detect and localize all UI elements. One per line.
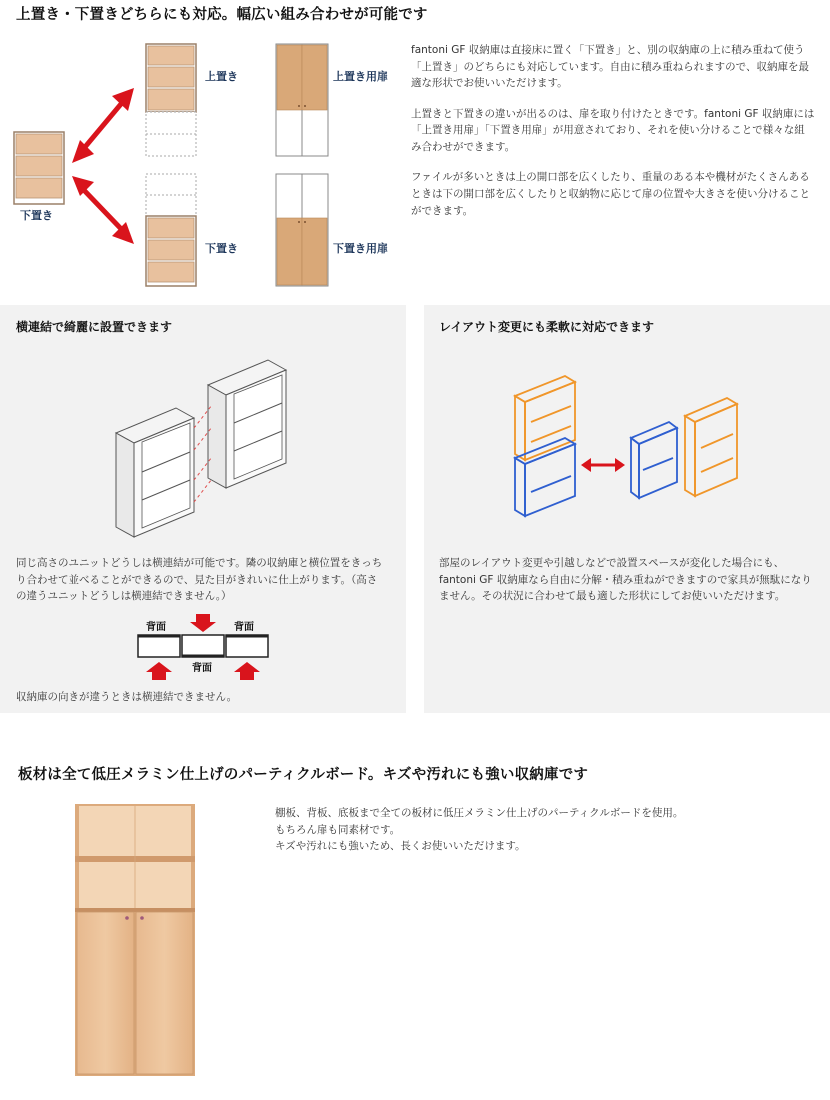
layout-change-illustration <box>509 370 749 520</box>
back-label-right: 背面 <box>234 622 254 633</box>
section1-description <box>411 42 815 219</box>
label-shita-oki-door: 下置き用扉 <box>333 242 388 255</box>
back-label-middle: 背面 <box>192 663 212 674</box>
panel-right-text: 部屋のレイアウト変更や引越しなどで設置スペースが変化した場合にも、fantoni GF 収納庫なら自由に分解・積み重ねができますので家具が無駄になりません。その状況に合わせて最も適した形状にしてお使いいただけます。 <box>439 557 812 603</box>
section3-line-1: 棚板、背板、底板まで全ての板材に低圧メラミン仕上げのパーティクルボードを使用。 <box>275 807 684 819</box>
label-ue-oki-door: 上置き用扉 <box>333 70 388 83</box>
panel-left-text: 同じ高さのユニットどうしは横連結が可能です。隣の収納庫と横位置をきっちり合わせて並べることができるので、見た目がきれいに仕上がります。（高さの違うユニットどうしは横連結できません。） <box>16 557 383 603</box>
label-shita-oki: 下置き <box>20 209 53 222</box>
section3-line-3: キズや汚れにも強いため、長くお使いいただけます。 <box>275 840 526 853</box>
base-unit-illustration <box>14 132 64 204</box>
section1-paragraph-2: 上置きと下置きの違いが出るのは、扉を取り付けたときです。fantoni GF 収納庫には「上置き用扉」「下置き用扉」が用意されており、それを使い分けることで様々な組み合わせができます。 <box>411 107 815 153</box>
back-label-left: 背面 <box>146 622 166 633</box>
label-shita-oki-2: 下置き <box>205 242 238 255</box>
panel-horizontal-connection <box>0 305 406 713</box>
panel-layout-change <box>424 305 830 713</box>
section1-heading: 上置き・下置きどちらにも対応。幅広い組み合わせが可能です <box>16 7 428 23</box>
panel-left-note: 収納庫の向きが違うときは横連結できません。 <box>16 691 238 703</box>
cabinet-photo <box>75 804 195 1076</box>
double-arrow-icon <box>581 458 625 472</box>
label-ue-oki: 上置き <box>205 70 238 83</box>
upper-stack-illustration <box>146 44 196 156</box>
connection-illustration <box>100 350 300 540</box>
section3-description <box>275 805 815 855</box>
arrow-up-right-icon <box>72 88 134 163</box>
section1-paragraph-3: ファイルが多いときは上の開口部を広くしたり、重量のある本や機材がたくさんあるときは下の開口部を広くしたりと収納物に応じて扉の位置や大きさを使い分けることができます。 <box>411 171 810 217</box>
lower-stack-illustration <box>146 174 196 286</box>
panel-right-heading: レイアウト変更にも柔軟に対応できます <box>439 320 655 334</box>
section3-heading: 板材は全て低圧メラミン仕上げのパーティクルボード。キズや汚れにも強い収納庫です <box>18 767 589 783</box>
section1-paragraph-1: fantoni GF 収納庫は直接床に置く「下置き」と、別の収納庫の上に積み重ねて使う「上置き」のどちらにも対応しています。自由に積み重ねられますので、収納庫を最適な形状でお使いいただけます。 <box>411 44 809 90</box>
lower-door-cabinet-illustration <box>276 174 328 286</box>
panel-left-heading: 横連結で綺麗に設置できます <box>16 320 173 334</box>
upper-door-cabinet-illustration <box>276 44 328 156</box>
arrow-down-right-icon <box>72 176 134 244</box>
section3-line-2: もちろん扉も同素材です。 <box>275 823 401 836</box>
